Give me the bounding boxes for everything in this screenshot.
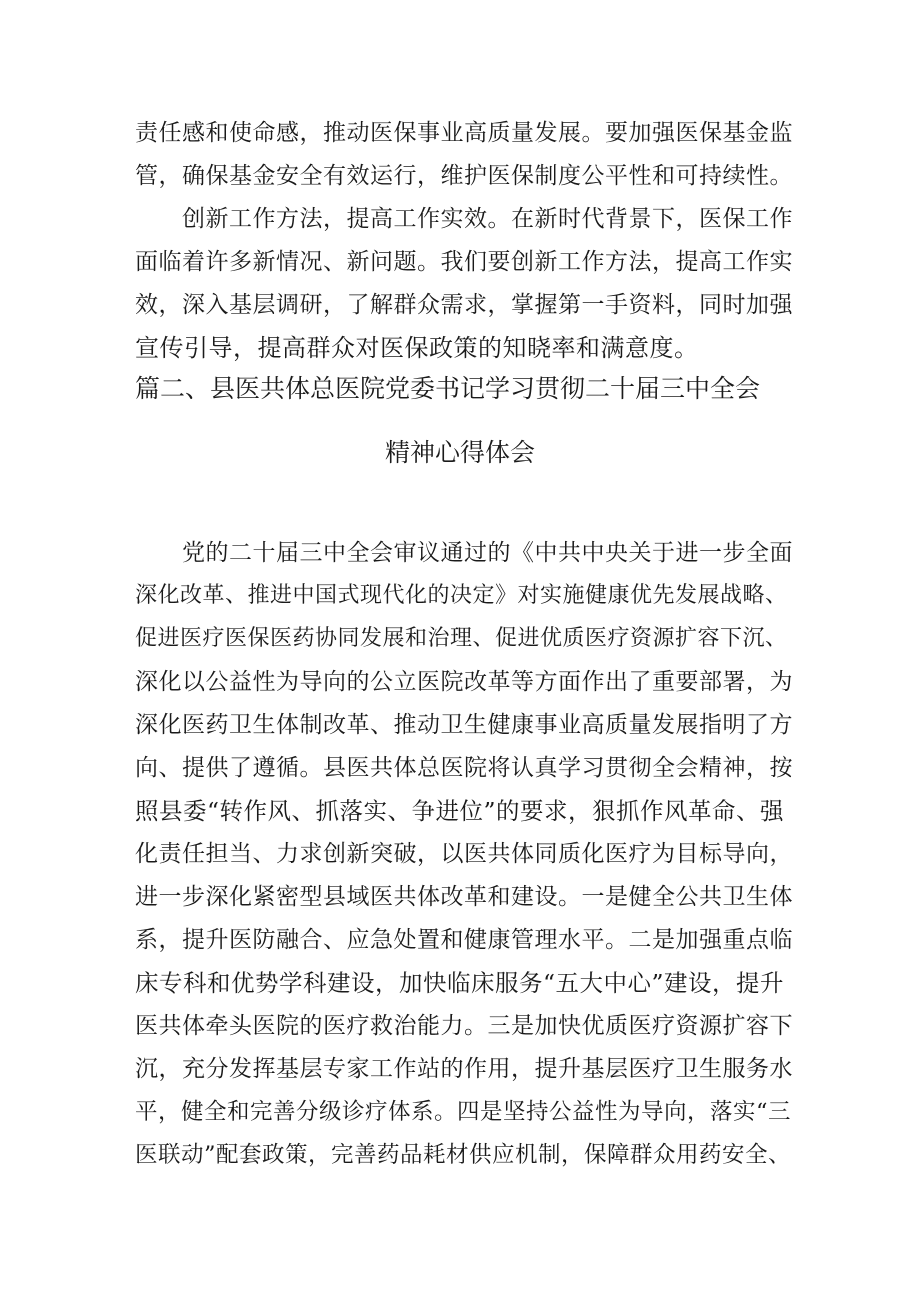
paragraph-line: 系，提升医防融合、应急处置和健康管理水平。二是加强重点临: [135, 927, 793, 953]
paragraph-line: 照县委“转作风、抓落实、争进位”的要求，狠抓作风革命、强: [135, 797, 785, 825]
paragraph-line: 化责任担当、力求创新突破，以医共体同质化医疗为目标导向，: [135, 841, 793, 867]
paragraph-line: 深化改革、推进中国式现代化的决定》对实施健康优先发展战略、: [135, 583, 788, 608]
paragraph-line: 责任感和使命感，推动医保事业高质量发展。要加强医保基金监: [135, 120, 793, 146]
paragraph-line: 党的二十届三中全会审议通过的《中共中央关于进一步全面: [135, 540, 793, 566]
section-title: 篇二、县医共体总医院党委书记学习贯彻二十届三中全会: [135, 374, 761, 403]
paragraph-line: 平，健全和完善分级诊疗体系。四是坚持公益性为导向，落实“三: [135, 1099, 792, 1125]
section-title-continued: 精神心得体会: [384, 438, 535, 467]
paragraph-line: 医共体牵头医院的医疗救治能力。三是加快优质医疗资源扩容下: [135, 1013, 793, 1039]
paragraph-line: 向、提供了遵循。县医共体总医院将认真学习贯彻全会精神，按: [135, 755, 793, 781]
paragraph-line: 进一步深化紧密型县域医共体改革和建设。一是健全公共卫生体: [135, 884, 793, 910]
paragraph-line: 医联动”配套政策，完善药品耗材供应机制，保障群众用药安全、: [135, 1142, 792, 1168]
paragraph-line: 促进医疗医保医药协同发展和治理、促进优质医疗资源扩容下沉、: [135, 626, 788, 651]
paragraph-line: 宣传引导，提高群众对医保政策的知晓率和满意度。: [135, 334, 699, 362]
paragraph-line: 创新工作方法，提高工作实效。在新时代背景下，医保工作: [135, 206, 793, 232]
paragraph-line: 沉，充分发挥基层专家工作站的作用，提升基层医疗卫生服务水: [135, 1056, 793, 1082]
paragraph-line: 管，确保基金安全有效运行，维护医保制度公平性和可持续性。: [135, 163, 793, 189]
paragraph-line: 面临着许多新情况、新问题。我们要创新工作方法，提高工作实: [135, 249, 793, 275]
paragraph-line: 床专科和优势学科建设，加快临床服务“五大中心”建设，提升: [135, 969, 785, 997]
paragraph-line: 深化以公益性为导向的公立医院改革等方面作出了重要部署，为: [135, 669, 793, 695]
paragraph-line: 深化医药卫生体制改革、推动卫生健康事业高质量发展指明了方: [135, 712, 793, 738]
paragraph-line: 效，深入基层调研，了解群众需求，掌握第一手资料，同时加强: [135, 292, 793, 318]
